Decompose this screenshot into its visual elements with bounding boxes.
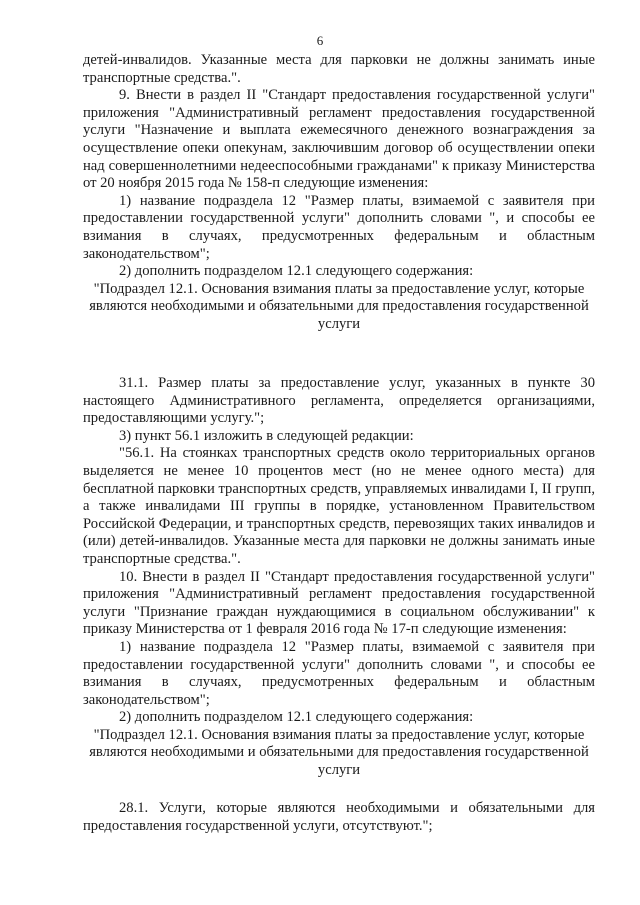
paragraph: 10. Внести в раздел II "Стандарт предоставления государственной услуги" приложения "Административный регламент предоставления государственной услуги "Признание граждан нуждающимися в социальном обслуживании" к приказу Министерства от 1 февраля 2016 года № 17-п следующие изменения:: [83, 568, 595, 638]
paragraph: "Подраздел 12.1. Основания взимания платы за предоставление услуг, которые являются необходимыми и обязательными для предоставления государственной услуги: [89, 726, 589, 779]
text-block-a: [83, 52, 595, 334]
paragraph: 1) название подраздела 12 "Размер платы, взимаемой с заявителя при предоставлении государственной услуги" дополнить словами ", и способы ее взимания в случаях, предусмотренных федеральным и областным законодательством";: [83, 638, 595, 708]
paragraph: детей-инвалидов. Указанные места для парковки не должны занимать иные транспортные средства.".: [83, 52, 595, 86]
paragraph: "56.1. На стоянках транспортных средств около территориальных органов выделяется не менее 10 процентов мест (но не менее одного места) для бесплатной парковки транспортных средств, управляемых инвалидами I, II групп, а также инвалидами III группы в порядке, установленном Правительством Российской Федерации, и транспортных средств, перевозящих таких инвалидов и (или) детей-инвалидов. Указанные места для парковки не должны занимать иные транспортные средства.".: [83, 445, 595, 567]
paragraph: 31.1. Размер платы за предоставление услуг, указанных в пункте 30 настоящего Административного регламента, определяется организациями, предоставляющими услугу.";: [83, 375, 595, 427]
paragraph: 3) пункт 56.1 изложить в следующей редакции:: [119, 427, 414, 444]
text-block-c: [83, 800, 595, 835]
paragraph: 2) дополнить подразделом 12.1 следующего содержания:: [119, 709, 474, 726]
paragraph: 28.1. Услуги, которые являются необходимыми и обязательными для предоставления государственной услуги, отсутствуют.";: [83, 800, 595, 834]
text-block-b: [83, 375, 595, 780]
paragraph: 9. Внести в раздел II "Стандарт предоставления государственной услуги" приложения "Административный регламент предоставления государственной услуги "Назначение и выплата ежемесячного денежного вознаграждения за осуществление опеки опекунам, заключившим договор об осуществлении опеки над совершеннолетними недееспособными гражданами" к приказу Министерства от 20 ноября 2015 года № 158-п следующие изменения:: [83, 87, 595, 192]
paragraph: "Подраздел 12.1. Основания взимания платы за предоставление услуг, которые являются необходимыми и обязательными для предоставления государственной услуги: [89, 280, 589, 332]
paragraph: 2) дополнить подразделом 12.1 следующего содержания:: [119, 263, 474, 280]
paragraph: 1) название подраздела 12 "Размер платы, взимаемой с заявителя при предоставлении государственной услуги" дополнить словами ", и способы ее взимания в случаях, предусмотренных федеральным и областным законодательством";: [83, 192, 595, 262]
page-number: 6: [316, 33, 324, 48]
